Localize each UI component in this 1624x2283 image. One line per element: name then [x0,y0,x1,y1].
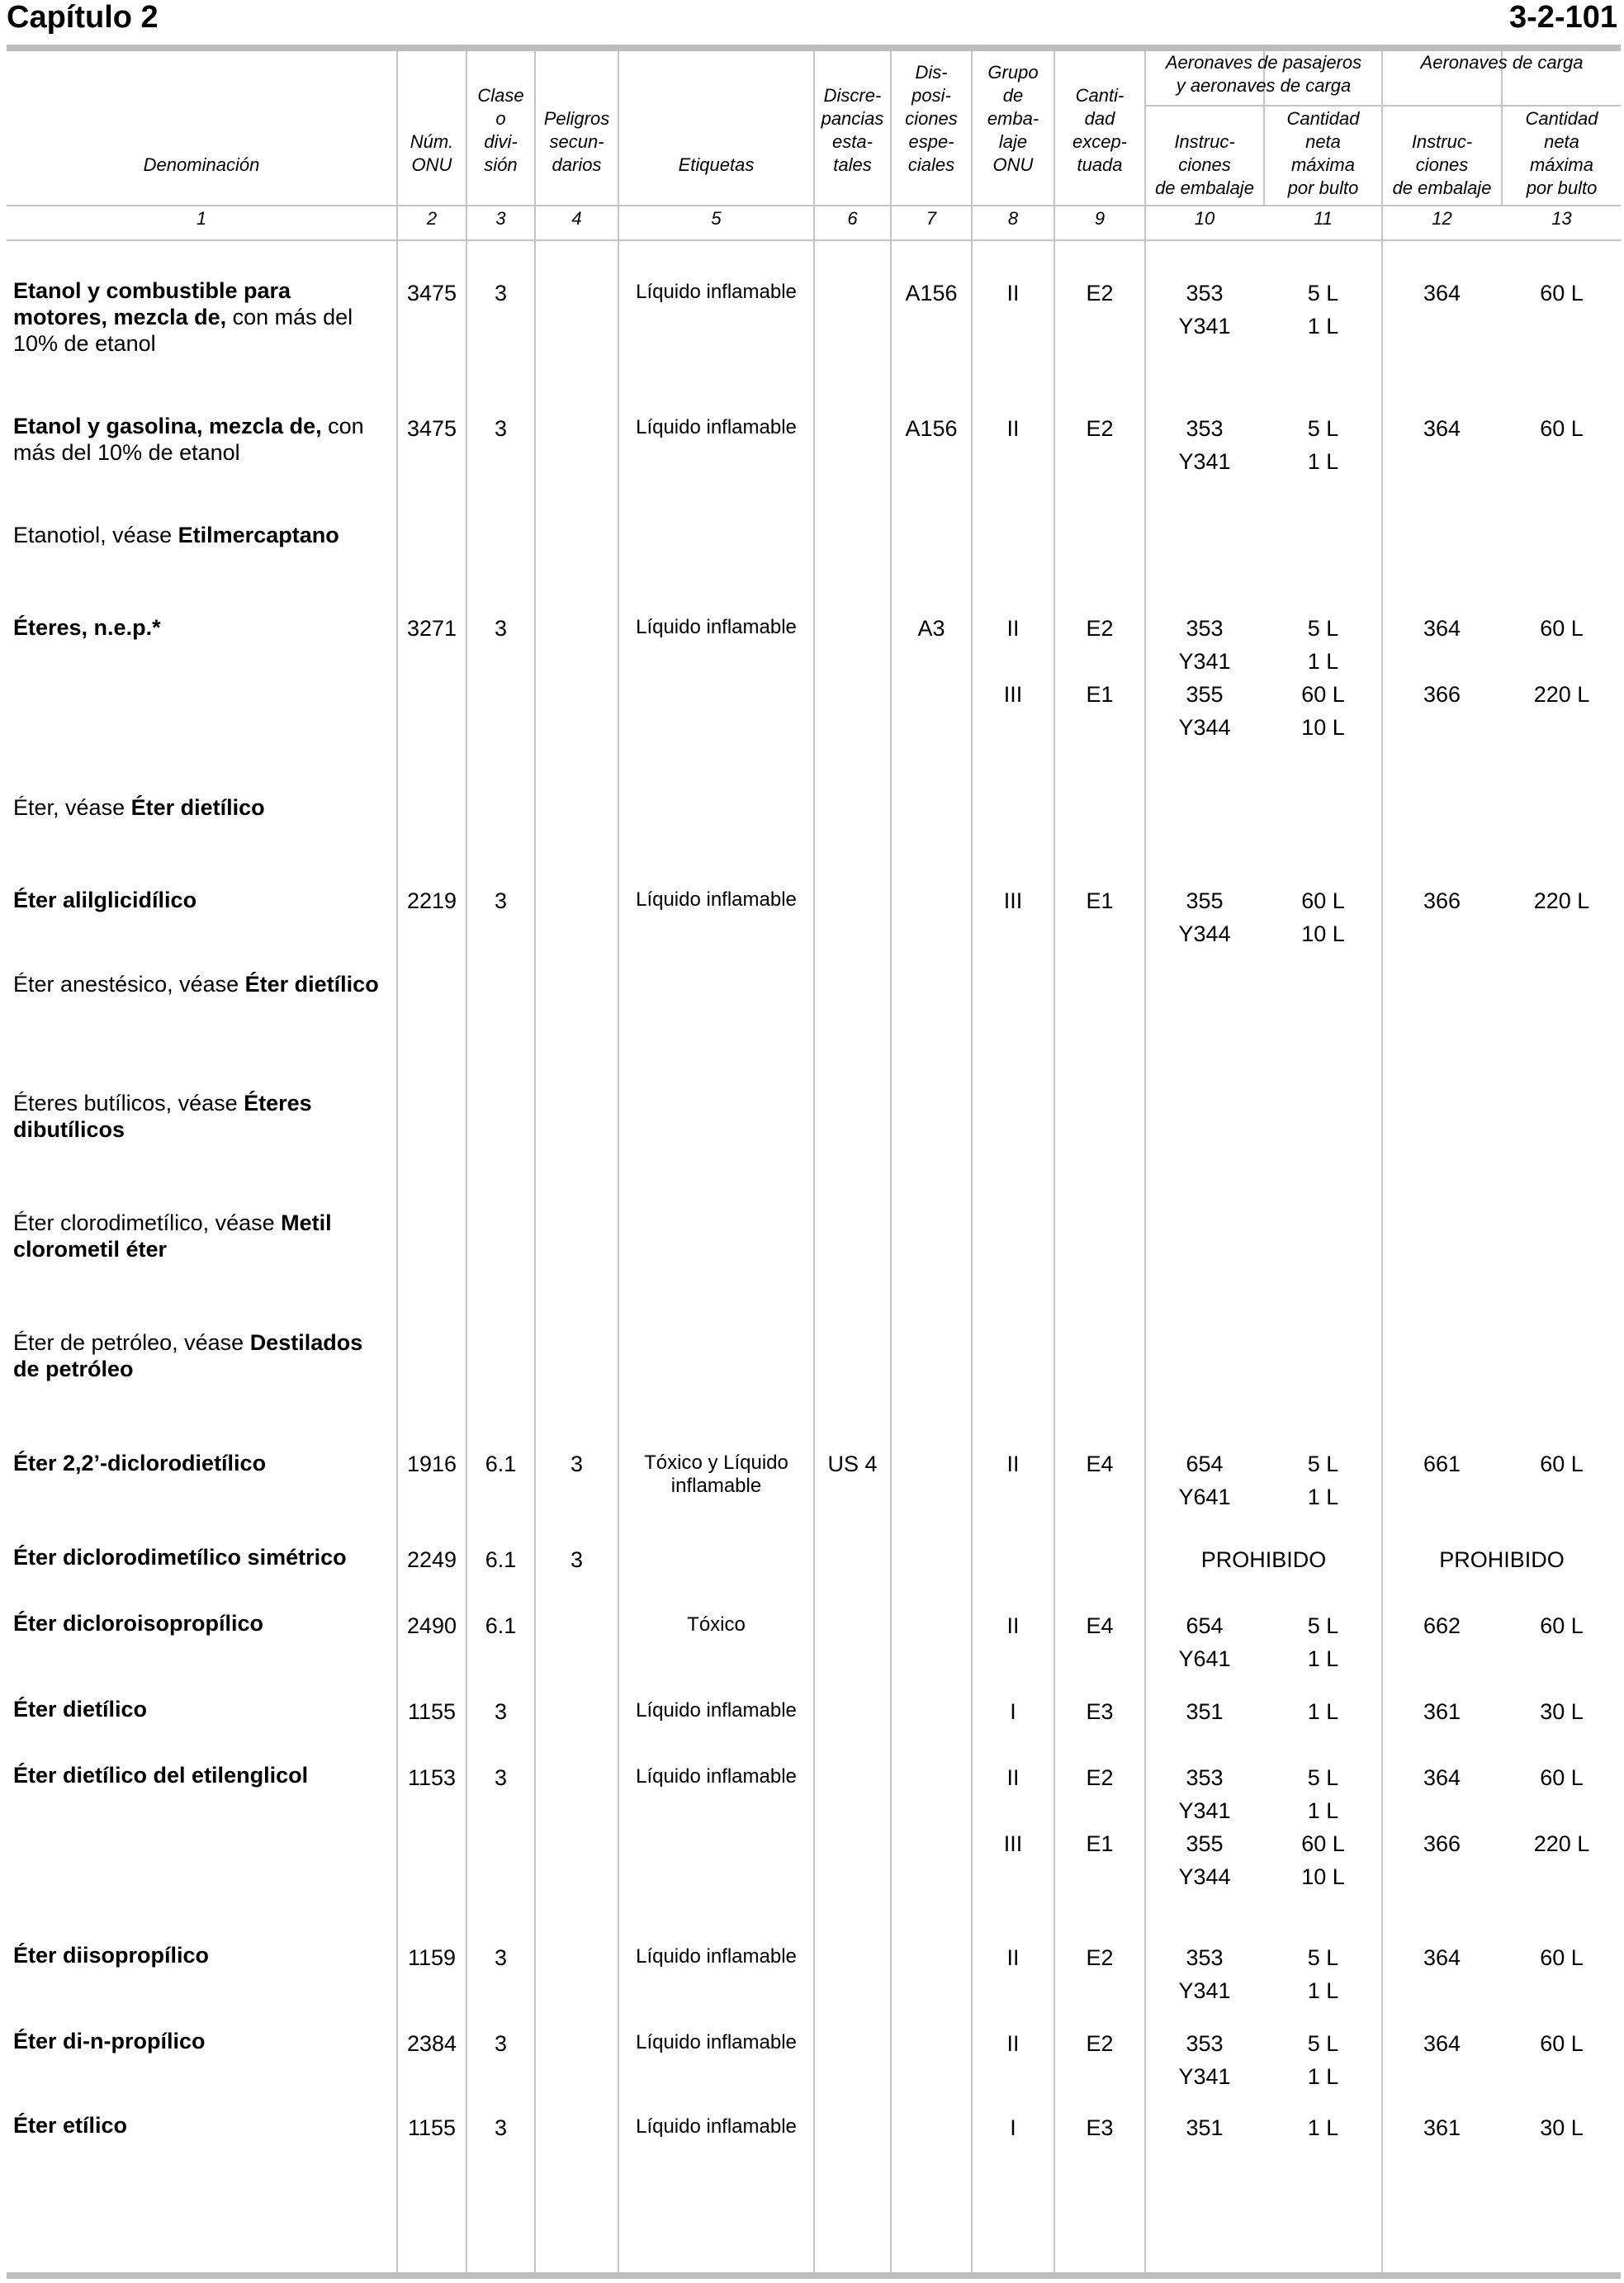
header-num-onu: Núm. ONU [410,131,454,175]
un-number: 1153 [407,1765,457,1790]
packing-group: I [1010,1699,1016,1724]
special-provision: A156 [905,416,958,441]
bottom-rule [7,2272,1621,2279]
class-division: 3 [494,888,508,913]
max-quantity: 5 L [1307,1452,1339,1476]
packing-instruction: 351 [1186,2115,1224,2140]
packing-instruction: Y641 [1178,1485,1231,1509]
column-number: 5 [711,208,722,229]
class-division: 3 [494,281,508,306]
label-text: Líquido inflamable [636,888,797,911]
column-number: 10 [1194,208,1215,229]
label-text: Tóxico [687,1613,746,1636]
forbidden-passenger: PROHIBIDO [1146,1547,1381,1573]
packing-instruction: Y341 [1178,1798,1231,1823]
excepted-quantity: E3 [1086,2115,1114,2140]
max-quantity: 1 L [1307,314,1339,339]
excepted-quantity: E3 [1086,1699,1114,1724]
class-division: 3 [494,616,508,641]
entry-name: Éter dietílico [13,1697,148,1722]
packing-instruction: Y341 [1178,1978,1231,2003]
cargo-max-quantity: 60 L [1540,1765,1584,1790]
cargo-max-quantity: 60 L [1540,281,1584,306]
cargo-packing-instruction: 366 [1423,888,1461,913]
entry-name: Éter etílico [13,2113,128,2138]
entry-name: Éteres, n.e.p.* [13,615,161,640]
class-division: 6.1 [485,1547,517,1572]
un-number: 3271 [406,616,457,641]
column-divider [971,51,973,2272]
class-division: 3 [494,1699,508,1724]
packing-group: II [1006,1452,1020,1476]
max-quantity: 60 L [1301,888,1345,913]
label-text: Líquido inflamable [636,416,797,438]
packing-instruction: Y341 [1178,449,1231,474]
max-quantity: 1 L [1307,449,1339,474]
max-quantity: 1 L [1307,1646,1339,1671]
max-quantity: 1 L [1307,2115,1339,2140]
entry-name: Éter diisopropílico [13,1943,210,1968]
label-text: Líquido inflamable [636,1699,797,1722]
packing-group: II [1006,1945,1020,1970]
packing-group: II [1006,1765,1020,1790]
cargo-packing-instruction: 662 [1423,1613,1461,1638]
un-number: 2384 [406,2031,457,2056]
max-quantity: 10 L [1301,1864,1345,1889]
packing-instruction: Y344 [1178,715,1231,740]
class-division: 3 [494,2115,508,2140]
column-number: 13 [1551,208,1572,229]
class-division: 3 [494,416,508,441]
cargo-max-quantity: 30 L [1540,1699,1584,1724]
entry-name: Éteres butílicos, véase Éteres dibutílicos [13,1091,312,1142]
excepted-quantity: E2 [1086,281,1114,306]
chapter-title: Capítulo 2 [7,0,159,35]
cargo-packing-instruction: 366 [1423,1831,1461,1856]
column-divider [1144,51,1146,2272]
max-quantity: 1 L [1307,649,1339,674]
column-number: 9 [1094,208,1106,229]
cargo-packing-instruction: 366 [1423,682,1461,707]
excepted-quantity: E2 [1086,416,1114,441]
label-text: Líquido inflamable [636,1765,797,1788]
excepted-quantity: E1 [1086,888,1114,913]
header-group-carga: Aeronaves de carga [1420,52,1584,73]
excepted-quantity: E1 [1086,682,1114,707]
cargo-max-quantity: 60 L [1540,416,1584,441]
cargo-packing-instruction: 364 [1423,416,1461,441]
column-number: 1 [196,208,207,229]
class-division: 6.1 [485,1613,517,1638]
label-text: Tóxico y Líquido inflamable [644,1452,788,1497]
packing-group: II [1006,281,1020,306]
column-divider [396,51,398,2272]
entry-name: Éter alilglicidílico [13,888,197,912]
cargo-packing-instruction: 364 [1423,616,1461,641]
packing-group: III [1003,1831,1023,1856]
column-number: 6 [847,208,858,229]
cargo-packing-instruction: 361 [1423,2115,1461,2140]
cargo-packing-instruction: 364 [1423,2031,1461,2056]
excepted-quantity: E2 [1086,2031,1114,2056]
entry-name: Éter dicloroisopropílico [13,1611,264,1636]
column-number: 3 [495,208,506,229]
entry-name: Éter 2,2’-diclorodietílico [13,1451,267,1475]
column-divider [466,51,467,2272]
max-quantity: 60 L [1301,1831,1345,1856]
label-text: Líquido inflamable [636,2031,797,2053]
excepted-quantity: E2 [1086,1765,1114,1790]
packing-instruction: 353 [1186,616,1224,641]
cargo-max-quantity: 220 L [1533,1831,1590,1856]
packing-instruction: 353 [1186,281,1224,306]
packing-instruction: 355 [1186,682,1224,707]
header-clase: Clase o divi- sión [477,85,524,175]
secondary-hazard: 3 [570,1452,584,1476]
max-quantity: 10 L [1301,715,1345,740]
cargo-packing-instruction: 364 [1423,1765,1461,1790]
excepted-quantity: E1 [1086,1831,1114,1856]
packing-instruction: Y344 [1178,921,1231,946]
entry-name: Etanol y gasolina, mezcla de, con más del 10% de etanol [13,414,364,465]
column-number: 12 [1432,208,1452,229]
un-number: 1916 [406,1452,457,1476]
column-number: 11 [1314,208,1333,229]
column-divider [618,51,619,2272]
packing-instruction: Y641 [1178,1646,1231,1671]
cargo-max-quantity: 220 L [1533,682,1590,707]
un-number: 2490 [406,1613,457,1638]
entry-name: Etanol y combustible para motores, mezcla de, con más del 10% de etanol [13,278,353,356]
un-number: 2219 [406,888,457,913]
column-number: 8 [1007,208,1019,229]
column-number: 2 [426,208,438,229]
max-quantity: 1 L [1307,1978,1339,2003]
label-text: Líquido inflamable [636,616,797,638]
max-quantity: 1 L [1307,1485,1339,1509]
packing-instruction: 353 [1186,1765,1224,1790]
cargo-packing-instruction: 364 [1423,281,1461,306]
max-quantity: 5 L [1307,2031,1339,2056]
un-number: 1159 [407,1945,457,1970]
entry-name: Etanotiol, véase Etilmercaptano [13,523,339,547]
packing-group: II [1006,416,1020,441]
cargo-packing-instruction: 361 [1423,1699,1461,1724]
header-instrucciones-pax: Instruc- ciones de embalaje [1155,131,1254,198]
header-disposiciones: Dis- posi- ciones espe- ciales [905,62,958,175]
packing-group: II [1006,2031,1020,2056]
secondary-hazard: 3 [570,1547,584,1572]
cargo-max-quantity: 60 L [1540,1452,1584,1476]
header-discrepancias: Discre- pancias esta- tales [821,85,884,175]
entry-name: Éter diclorodimetílico simétrico [13,1545,347,1570]
packing-group: II [1006,616,1020,641]
header-cantidad-pax: Cantidad neta máxima por bulto [1286,108,1360,198]
cargo-packing-instruction: 661 [1423,1452,1461,1476]
special-provision: A156 [905,281,958,306]
max-quantity: 5 L [1307,1945,1339,1970]
special-provision: A3 [917,616,945,641]
packing-instruction: 351 [1186,1699,1224,1724]
packing-instruction: 353 [1186,416,1224,441]
max-quantity: 1 L [1307,1798,1339,1823]
cargo-max-quantity: 60 L [1540,1945,1584,1970]
packing-group: II [1006,1613,1020,1638]
header-etiquetas: Etiquetas [678,154,755,175]
header-group-pasajeros: Aeronaves de pasajeros y aeronaves de carga [1165,52,1362,96]
entry-name: Éter clorodimetílico, véase Metil clorometil éter [13,1210,332,1262]
packing-instruction: 355 [1186,1831,1224,1856]
packing-instruction: Y341 [1178,314,1231,339]
label-text: Líquido inflamable [636,2115,797,2138]
column-divider [1381,51,1383,2272]
max-quantity: 60 L [1301,682,1345,707]
entry-name: Éter anestésico, véase Éter dietílico [13,972,379,997]
packing-instruction: Y341 [1178,2064,1231,2089]
label-text: Líquido inflamable [636,1945,797,1968]
packing-instruction: 353 [1186,2031,1224,2056]
class-division: 3 [494,1765,508,1790]
packing-instruction: Y341 [1178,649,1231,674]
un-number: 1155 [407,1699,457,1724]
packing-group: III [1003,888,1023,913]
max-quantity: 5 L [1307,1613,1339,1638]
header-peligros: Peligros secun- darios [543,108,610,175]
max-quantity: 5 L [1307,616,1339,641]
top-rule [7,45,1621,51]
packing-instruction: Y344 [1178,1864,1231,1889]
max-quantity: 5 L [1307,416,1339,441]
header-grupo-embalaje: Grupo de emba- laje ONU [987,62,1039,175]
class-division: 3 [494,2031,508,2056]
packing-instruction: 353 [1186,1945,1224,1970]
cargo-max-quantity: 60 L [1540,2031,1584,2056]
column-number: 7 [926,208,937,229]
cargo-max-quantity: 220 L [1533,888,1590,913]
entry-name: Éter de petróleo, véase Destilados de petróleo [13,1330,363,1381]
entry-name: Éter dietílico del etilenglicol [13,1763,309,1788]
column-number: 4 [571,208,582,229]
max-quantity: 1 L [1307,1699,1339,1724]
group-header-rule [1144,105,1621,107]
cargo-max-quantity: 60 L [1540,1613,1584,1638]
excepted-quantity: E4 [1086,1452,1114,1476]
entry-name: Éter di-n-propílico [13,2029,206,2053]
packing-group: I [1010,2115,1016,2140]
cargo-packing-instruction: 364 [1423,1945,1461,1970]
cargo-max-quantity: 60 L [1540,616,1584,641]
column-divider [534,51,536,2272]
page-number: 3-2-101 [1509,0,1617,35]
column-divider [1053,51,1055,2272]
packing-instruction: 355 [1186,888,1224,913]
max-quantity: 1 L [1307,2064,1339,2089]
un-number: 1155 [407,2115,457,2140]
max-quantity: 10 L [1301,921,1345,946]
excepted-quantity: E2 [1086,1945,1114,1970]
header-instrucciones-carga: Instruc- ciones de embalaje [1392,131,1492,198]
packing-group: III [1003,682,1023,707]
header-cantidad-carga: Cantidad neta máxima por bulto [1525,108,1598,198]
column-divider [890,51,892,2272]
column-divider [813,51,815,2272]
un-number: 3475 [406,281,457,306]
packing-instruction: 654 [1186,1452,1224,1476]
excepted-quantity: E2 [1086,616,1114,641]
forbidden-cargo: PROHIBIDO [1383,1547,1621,1573]
state-variation: US 4 [827,1452,878,1476]
packing-instruction: 654 [1186,1613,1224,1638]
class-division: 3 [494,1945,508,1970]
max-quantity: 5 L [1307,1765,1339,1790]
column-number-rule [7,239,1621,241]
entry-name: Éter, véase Éter dietílico [13,795,265,820]
un-number: 3475 [406,416,457,441]
max-quantity: 5 L [1307,281,1339,306]
cargo-max-quantity: 30 L [1540,2115,1584,2140]
header-denominacion: Denominación [143,154,260,175]
un-number: 2249 [406,1547,457,1572]
label-text: Líquido inflamable [636,281,797,303]
header-cantidad-exceptuada: Canti- dad excep- tuada [1072,85,1128,175]
excepted-quantity: E4 [1086,1613,1114,1638]
class-division: 6.1 [485,1452,517,1476]
header-rule [7,205,1621,206]
